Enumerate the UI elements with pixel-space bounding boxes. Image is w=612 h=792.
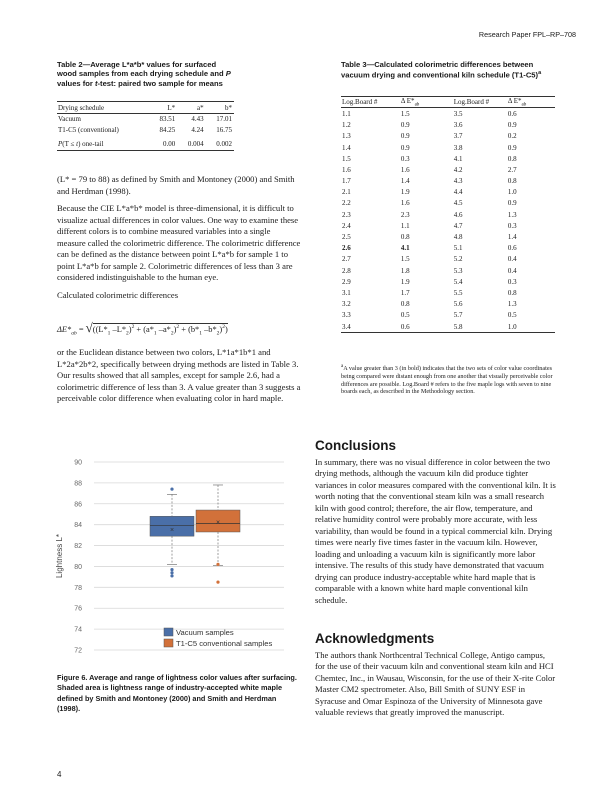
mean-marker: × [215,519,221,527]
table-row [341,209,555,220]
y-axis-label: Lightness L* [55,533,64,579]
y-tick-label: 72 [74,647,82,655]
table3-cell: 1.4 [507,233,517,242]
y-tick-label: 82 [74,543,82,551]
table3-cell: 3.1 [342,288,351,297]
table3-cell: 2.7 [507,165,517,174]
table2-header: L* [149,102,177,114]
table3-caption: Table 3—Calculated colorimetric differences between vacuum drying and conventional kiln schedule $(T1-C5)^a$ [341,60,542,80]
outlier-point [170,488,173,491]
table3-cell: 1.1 [400,221,410,230]
left-column-text [57,174,301,307]
legend-swatch-conventional [164,639,173,647]
y-tick-label: 74 [74,626,82,634]
table3-cell: 1.6 [342,165,351,174]
table2-cell: 17.01 [216,115,232,124]
table3-cell: 1.5 [400,109,410,118]
outlier-point [170,568,173,571]
table3-cell: 5.4 [453,277,463,286]
table3-cell: 5.1 [453,244,463,253]
table3-cell: 1.6 [400,165,410,174]
figure6-caption: Figure 6. Average and range of lightness color values after surfacing. Shaded area is lightness range of industry-accepted white maple defined by Smith and Montoney (2000) and Smith and Herdman (1998). [57,673,297,714]
table-row [341,220,555,231]
table2 [57,101,234,151]
outlier-point [216,581,219,584]
table3-cell: 1.2 [342,121,351,130]
table3-cell: 1.7 [400,288,410,297]
table3-cell: 1.0 [508,321,555,333]
y-tick-label: 86 [74,501,82,509]
table3-cell: 0.9 [400,132,410,141]
table3-cell: 1.5 [400,255,410,264]
table3-cell: 2.3 [400,210,410,219]
table3-cell: 0.3 [400,154,410,163]
table2-header: Drying schedule [57,102,149,114]
left-column-text-2 [57,347,301,411]
acknowledgments-heading: Acknowledgments [315,631,435,646]
table3-cell: 2.1 [342,188,351,197]
table3-cell: 0.8 [400,233,410,242]
table3-cell: 0.3 [507,277,517,286]
y-tick-label: 78 [74,584,82,592]
table3-header: Δ $E*_{ab}$ [508,97,555,108]
table3-cell: 1.8 [400,266,410,275]
table3-cell: 0.8 [400,300,410,309]
table-row [341,299,555,310]
table2-cell: 84.25 [159,125,176,134]
table3-cell: 0.9 [507,121,517,130]
table3-cell: 3.6 [453,121,463,130]
paragraph: In summary, there was no visual difference in color between the two drying methods, although the vacuum kiln did produce tighter variances in color measures compared with the conventional kiln. It is worth noting that the conventional steam kiln was a small research kiln with good control; therefore, the air flow, temperature, and relative humidity control were probably more accurate, with less variability, than would be found in a typical commercial kiln. Drying times were nearly five times faster in the vacuum kiln. However, loading and unloading a vacuum kiln is significantly more labor intensive. The results of this study have demonstrated that vacuum drying can produce industry-acceptable white hard maple that is comparable with a known white hard maple conventional kiln schedule. [315,456,556,605]
table2-cell: 0.00 [149,135,177,151]
table2-cell: 4.24 [191,125,204,134]
table3-cell: 0.9 [507,143,517,152]
conclusions-heading: Conclusions [315,438,397,453]
table3-cell: 3.2 [342,300,351,309]
table2-cell: T1-C5 (conventional) [58,125,119,134]
table2-cell: Vacuum [58,115,81,124]
table3-header: Log.Board # [444,97,508,108]
table-row [341,198,555,209]
table-row [341,142,555,153]
table3-cell: 4.6 [453,210,463,219]
table2-p-label: P(T ≤ t) one-tail [57,135,149,151]
table3-cell: 1.6 [400,199,410,208]
table3-cell: 0.8 [507,177,517,186]
table3-cell: 4.8 [453,233,463,242]
table-row [341,310,555,321]
table3-cell: 5.8 [444,321,508,333]
table3-cell: 4.5 [453,199,463,208]
table-row [57,114,234,125]
table3-header: Log.Board # [341,97,401,108]
table3-cell: 1.4 [342,143,351,152]
paragraph: Calculated colorimetric differences [57,289,179,300]
table3-cell: 0.8 [507,288,517,297]
table3-cell: 1.1 [342,109,351,118]
table3-cell: 0.6 [401,321,444,333]
table3-cell: 0.3 [507,221,517,230]
table3-cell: 1.9 [400,188,410,197]
table3-cell: 2.6 [342,244,351,253]
table2-header: b* [206,102,234,114]
table3-cell: 0.8 [507,154,517,163]
table3-cell: 5.3 [453,266,463,275]
table3-cell: 2.9 [342,277,351,286]
outlier-point [216,563,219,566]
table-row [341,176,555,187]
table3-cell: 0.6 [507,244,517,253]
y-tick-label: 84 [74,522,82,530]
y-tick-label: 88 [74,480,82,488]
table3-cell: 4.4 [453,188,463,197]
table3-cell: 1.3 [507,210,517,219]
table2-cell: 0.002 [206,135,234,151]
paragraph: The authors thank Northcentral Technical College, Antigo campus, for the use of their vacuum kiln and conventional steam kiln and HCI Chemtec, Inc., in Wausau, Wisconsin, for the use of their X-rite Color Master CM2 spectrometer. Also, Bill Smith of SUNY ESF in Syracuse and Omar Espinoza of the University of Minnesota gave valuable reviews that greatly improved the manuscript. [315,649,556,717]
conclusions-section [315,440,557,612]
table3-cell: 1.9 [400,277,410,286]
table3-cell: 5.2 [453,255,463,264]
acknowledgments-section [315,633,557,725]
table-row [341,120,555,131]
outlier-point [170,574,173,577]
table-row [341,276,555,287]
mean-marker: × [169,526,175,534]
table3-cell: 5.7 [453,311,463,320]
table3-cell: 5.6 [453,300,463,309]
table3-cell: 1.3 [507,300,517,309]
y-tick-label: 76 [74,605,82,613]
table3-cell: 4.1 [453,154,463,163]
table3-header: Δ $E*_{ab}$ [401,97,444,108]
legend-swatch-vacuum [164,628,173,636]
table3-cell: 4.2 [453,165,463,174]
legend-label-conventional: T1-C5 conventional samples [176,639,273,648]
table3-cell: 2.7 [342,255,351,264]
paragraph: (L* = 79 to 88) as defined by Smith and Montoney (2000) and Smith and Herdman (1998). [57,174,295,196]
y-tick-label: 80 [74,563,82,571]
table-row [341,231,555,242]
table-row [341,108,555,120]
table2-cell: 16.75 [216,125,232,134]
table2-cell: 4.43 [191,115,204,124]
table3-cell: 2.5 [342,233,351,242]
table-row [341,243,555,254]
table3-cell: 3.7 [453,132,463,141]
table-row [341,164,555,175]
outlier-point [170,571,173,574]
table2-caption: Table 2—Average L*a*b* values for surfaced wood samples from each drying schedule and P values for t-test: paired two sample for means [57,60,231,88]
table-row [341,153,555,164]
table3-cell: 0.9 [400,121,410,130]
table3-cell: 1.7 [342,177,351,186]
table2-cell: 0.004 [177,135,205,151]
table3-cell: 1.5 [342,154,351,163]
table3-cell: 3.4 [341,321,401,333]
table3-cell: 0.2 [507,132,517,141]
table3-cell: 2.4 [342,221,351,230]
table3-cell: 0.5 [400,311,410,320]
table-row [341,265,555,276]
legend-label-vacuum: Vacuum samples [176,628,234,637]
table-row [341,254,555,265]
table-row [341,321,555,333]
paragraph: Because the CIE L*a*b* model is three-dimensional, it is difficult to visualize actual differences in color values. One way to examine these different colors is to combine measured variables into a single measure called the colorimetric difference. The colorimetric difference can be defined as the distance between point L*a*b for sample 1 to point L*a*b for sample 2. Colorimetric differences of less than 3 are considered indistinguishable to the human eye. [57,203,301,282]
table3-cell: 3.8 [453,143,463,152]
table3-cell: 0.9 [507,199,517,208]
table3-cell: 2.2 [342,199,351,208]
table-row [341,287,555,298]
table-row [341,131,555,142]
table3-cell: 5.5 [453,288,463,297]
table2-cell: 83.51 [159,115,176,124]
table3-cell: 4.1 [400,244,410,253]
table3-cell: 2.8 [342,266,351,275]
table3-cell: 0.6 [507,109,517,118]
paragraph: or the Euclidean distance between two colors, L*1a*1b*1 and L*2a*2b*2, specifically between drying methods are listed in Table 3. Our results showed that all samples, except for sample 2.6, had a colorimetric difference of less than 3. A value greater than 3 suggests a perceivable color difference when evaluating color in hard maple. [57,347,301,403]
report-id-header: Research Paper FPL–RP–708 [478,30,576,39]
page-number: 4 [57,770,62,779]
table3-cell: 0.4 [507,266,517,275]
table-row [341,187,555,198]
table3-cell: 0.4 [507,255,517,264]
lightness-box-chart [52,454,292,659]
table3-footnote: $^a$A value greater than 3 (in bold) indicates that the two sets of color value coordinates being compared were distant enough from one another that visually perceivable color differences are possible. Log.Board # refers to the five maple logs with seven to nine boards each, as described in the Methodology section. [341,364,553,396]
table3-cell: 4.7 [453,221,463,230]
table2-header: a* [177,102,205,114]
table3-cell: 3.3 [342,311,351,320]
table3-cell: 2.3 [342,210,351,219]
colorimetric-equation: $\Delta E*_{ab} = √((L*_1$ $-L*_2)^2 + (a*_1$ $-a*_2)^2 + (b*_1$ $-b*_2)^2$) [57,320,228,337]
table3-cell: 1.3 [342,132,351,141]
y-tick-label: 90 [74,459,82,467]
table3-cell: 0.9 [400,143,410,152]
table3-cell: 0.5 [507,311,517,320]
table-row [57,135,234,151]
table3-cell: 4.3 [453,177,463,186]
table3-cell: 1.4 [400,177,410,186]
table-row [57,125,234,136]
table3-cell: 1.0 [507,188,517,197]
table3 [341,96,555,333]
table3-cell: 3.5 [453,109,463,118]
